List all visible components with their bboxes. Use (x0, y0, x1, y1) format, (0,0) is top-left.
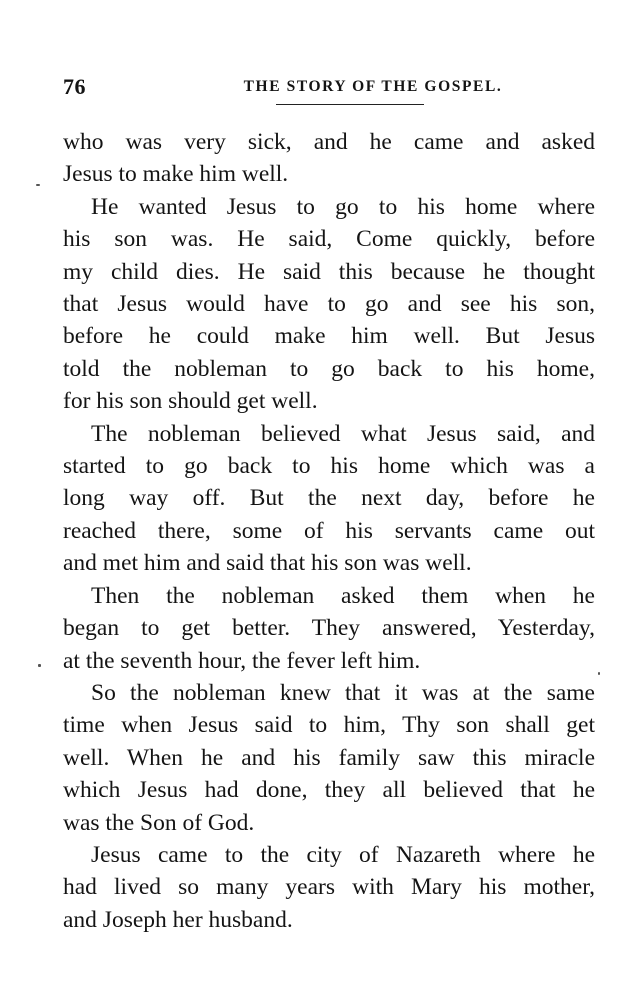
text-line: So the nobleman knew that it was at the same (91, 679, 595, 706)
text-line: The nobleman believed what Jesus said, and (91, 420, 595, 447)
text-line: told the nobleman to go back to his home, (63, 355, 595, 382)
text-line: began to get better. They answered, Yesterday, (63, 615, 595, 642)
text-line: that Jesus would have to go and see his son, (63, 291, 595, 318)
text-line: which Jesus had done, they all believed that he (63, 777, 595, 804)
text-line: and met him and said that his son was well. (63, 550, 472, 577)
text-line: reached there, some of his servants came out (63, 517, 595, 544)
paper-speck (38, 664, 41, 667)
text-line: Jesus to make him well. (63, 161, 289, 188)
paragraph-1 (63, 126, 595, 191)
text-line: well. When he and his family saw this miracle (63, 744, 595, 771)
body-text (63, 126, 595, 936)
paper-speck (36, 184, 40, 186)
page-header (63, 74, 593, 104)
text-line: Then the nobleman asked them when he (91, 582, 595, 609)
paper-speck (598, 672, 600, 675)
text-line: Jesus came to the city of Nazareth where he (91, 841, 595, 868)
text-line: before he could make him well. But Jesus (63, 323, 595, 350)
text-line: who was very sick, and he came and asked (63, 129, 595, 155)
paragraph-4 (63, 580, 595, 677)
text-line: my child dies. He said this because he thought (63, 258, 595, 285)
text-line: had lived so many years with Mary his mother, (63, 874, 595, 901)
page-number: 76 (63, 74, 86, 99)
paragraph-3 (63, 418, 595, 580)
text-line: started to go back to his home which was a (63, 453, 595, 480)
paragraph-6 (63, 839, 595, 936)
paragraph-5 (63, 677, 595, 839)
text-line: his son was. He said, Come quickly, before (63, 226, 595, 253)
paragraph-2 (63, 191, 595, 418)
text-line: for his son should get well. (63, 388, 318, 415)
text-line: and Joseph her husband. (63, 906, 293, 933)
running-title: THE STORY OF THE GOSPEL. (243, 78, 503, 95)
text-line: long way off. But the next day, before he (63, 485, 595, 512)
text-line: at the seventh hour, the fever left him. (63, 647, 421, 674)
text-line: time when Jesus said to him, Thy son shall get (63, 712, 595, 739)
text-line: He wanted Jesus to go to his home where (91, 193, 595, 220)
text-line: was the Son of God. (63, 809, 255, 836)
header-rule (276, 104, 424, 105)
